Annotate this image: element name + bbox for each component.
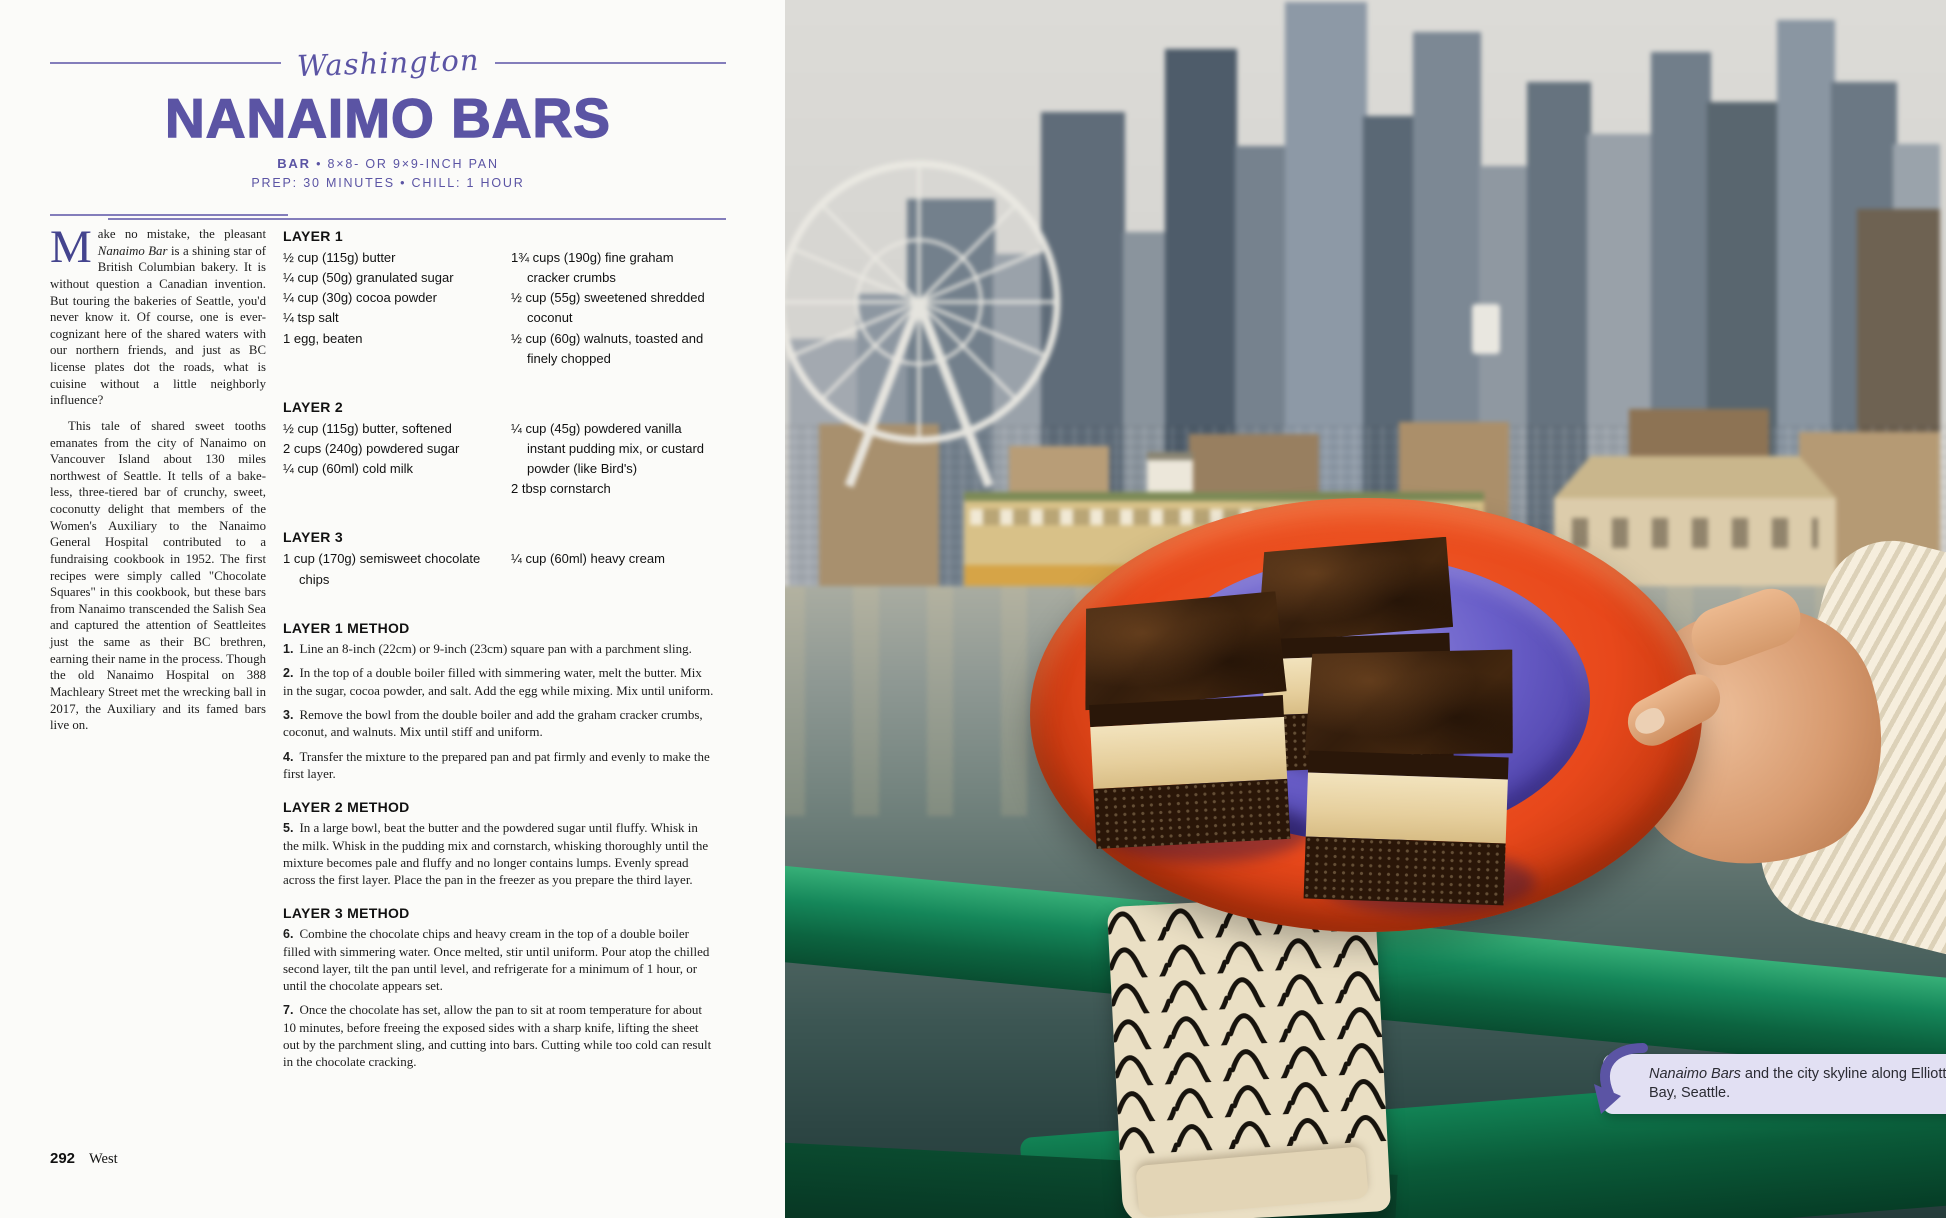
pier-sign <box>1472 304 1500 354</box>
thumbnail <box>1631 704 1668 738</box>
ingredient-list <box>283 549 511 589</box>
ingredient-list <box>283 248 511 369</box>
intro-paragraph-2: This tale of shared sweet tooths emanates from the city of Nanaimo on Vancouver Island about 130 miles northwest of Seattle. It tells of a bake-less, three-tiered bar of crunchy, sweet, coconutty delight that members of the Women's Auxiliary to the Nanaimo General Hospital contributed to a fundraising cookbook in 1952. The first recipes were simply called "Chocolate Squares" in this cookbook, but these bars from Nanaimo transcended the Salish Sea and captured the attention of Seattleites just the same as their BC brethren, earning their name in the process. Though the old Nanaimo Hospital on 388 Machleary Street met the wrecking ball in 2017, the Auxiliary and its famed bars live on. <box>50 418 266 733</box>
caption-arrow-icon <box>1587 1040 1651 1116</box>
ingredient-item: ½ cup (115g) butter, softened <box>283 420 452 436</box>
recipe-page <box>0 0 785 1218</box>
intro-column <box>50 221 266 734</box>
ingredient-item: ½ cup (60g) walnuts, toasted and finely chopped <box>511 330 704 366</box>
ingredient-item: 2 cups (240g) powdered sugar <box>283 440 460 456</box>
ingredient-item: ½ cup (115g) butter <box>283 250 396 265</box>
section-name: West <box>89 1151 118 1167</box>
method-step: 6. Combine the chocolate chips and heavy cream in the top of a double boiler filled with simmering water. Once melted, stir until uniform. Pour atop the chilled second layer, tilt the pan until level, and refrigerate for a minimum of 1 hour, or until the chocolate appears set. <box>283 926 710 993</box>
ingredient-item: ¼ cup (45g) powdered vanilla instant pudding mix, or custard powder (like Bird's) <box>511 420 705 477</box>
recipe-meta-line1 <box>50 154 726 174</box>
nanaimo-bar <box>1080 591 1295 849</box>
double-rule <box>50 214 726 222</box>
recipe-pan: 8×8- OR 9×9-INCH PAN <box>327 157 499 171</box>
ingredient-item: ¼ cup (50g) granulated sugar <box>283 270 454 286</box>
ingredients-layer-2 <box>283 399 715 500</box>
photo-page <box>785 0 1946 1218</box>
page-footer <box>50 1150 118 1168</box>
photo-caption <box>1603 1054 1946 1114</box>
recipe-type: BAR <box>277 156 311 171</box>
meta-separator: • <box>316 157 323 171</box>
method-step: 5. In a large bowl, beat the butter and the powdered sugar until fluffy. Whisk in the milk. Whisk in the pudding mix and cornstarch, whisking thoroughly until the mixture becomes pale and fluffy and no longer contains lumps. Evenly spread across the first layer. Place the pan in the freezer as you prepare the third layer. <box>283 820 709 887</box>
method-header: LAYER 3 METHOD <box>283 905 410 922</box>
ingredient-item: ¼ tsp salt <box>283 310 339 326</box>
ingredient-item: 1 egg, beaten <box>283 330 363 346</box>
method-step: 4. Transfer the mixture to the prepared pan and pat firmly and evenly to make the first layer. <box>283 748 710 781</box>
page-title: NANAIMO BARS <box>165 87 611 149</box>
recipe-header <box>50 42 726 222</box>
caption-text: Nanaimo Bars and the city skyline along Elliott Bay, Seattle. <box>1649 1066 1946 1102</box>
rule-right <box>495 62 726 64</box>
serving-plate <box>1030 498 1702 932</box>
method-sections <box>283 620 715 1070</box>
ingredients-layer-1 <box>283 228 715 369</box>
ingredients-layer-3 <box>283 529 715 589</box>
nanaimo-bar <box>1300 642 1517 905</box>
recipe-meta-line2: PREP: 30 MINUTES • CHILL: 1 HOUR <box>251 176 525 191</box>
ingredients-header: LAYER 3 <box>283 529 343 546</box>
ingredient-item: ½ cup (55g) sweetened shredded coconut <box>511 290 705 326</box>
ferris-wheel <box>785 142 1089 494</box>
ingredient-list <box>511 248 715 369</box>
method-step: 2. In the top of a double boiler filled with simmering water, melt the butter. Mix in the sugar, cocoa powder, and salt. Add the egg while mixing. Mix until uniform. <box>283 665 714 698</box>
page-number: 292 <box>50 1150 76 1167</box>
ingredient-item: 1¾ cups (190g) fine graham cracker crumbs <box>511 250 674 286</box>
method-step: 7. Once the chocolate has set, allow the pan to sit at room temperature for about 10 minutes, before freeing the exposed sides with a sharp knife, lifting the sheet out by the parchment sling, and cutting into bars. Cutting while too cold can result in the chocolate cracking. <box>283 1002 712 1069</box>
region-label: Washington <box>296 42 480 84</box>
intro-paragraph-1: Make no mistake, the pleasant Nanaimo Bar is a shining star of British Columbian bakery. It is without question a Canadian invention. But touring the bakeries of Seattle, you'd never know it. Of course, one is ever-cognizant here of the shared waters with our northern friends, and just as BC license plates dot the roads, what is cuisine without a little neighborly influence? <box>50 221 266 408</box>
ingredients-header: LAYER 2 <box>283 398 343 415</box>
ingredients-header: LAYER 1 <box>283 228 343 244</box>
method-header: LAYER 1 METHOD <box>283 619 410 636</box>
method-step: 1. Line an 8-inch (22cm) or 9-inch (23cm) square pan with a parchment sling. <box>283 640 692 656</box>
recipe-meta <box>50 154 726 194</box>
ingredient-item: 2 tbsp cornstarch <box>511 481 611 497</box>
rule-left <box>50 62 281 64</box>
method-step: 3. Remove the bowl from the double boiler and add the graham cracker crumbs, coconut, and walnuts. Mix until stiff and uniform. <box>283 706 703 740</box>
recipe-column <box>283 228 715 1077</box>
ingredient-item: ¼ cup (60ml) cold milk <box>283 461 414 477</box>
ingredient-list <box>283 419 511 500</box>
ingredient-item: ¼ cup (30g) cocoa powder <box>283 290 437 306</box>
region-rule <box>50 42 726 84</box>
ingredient-item: ¼ cup (60ml) heavy cream <box>511 551 665 567</box>
method-header: LAYER 2 METHOD <box>283 799 410 816</box>
drop-cap: M <box>50 221 92 273</box>
ingredient-list <box>511 549 715 589</box>
ingredient-list <box>511 419 715 500</box>
ingredient-item: 1 cup (170g) semisweet chocolate chips <box>283 551 481 587</box>
